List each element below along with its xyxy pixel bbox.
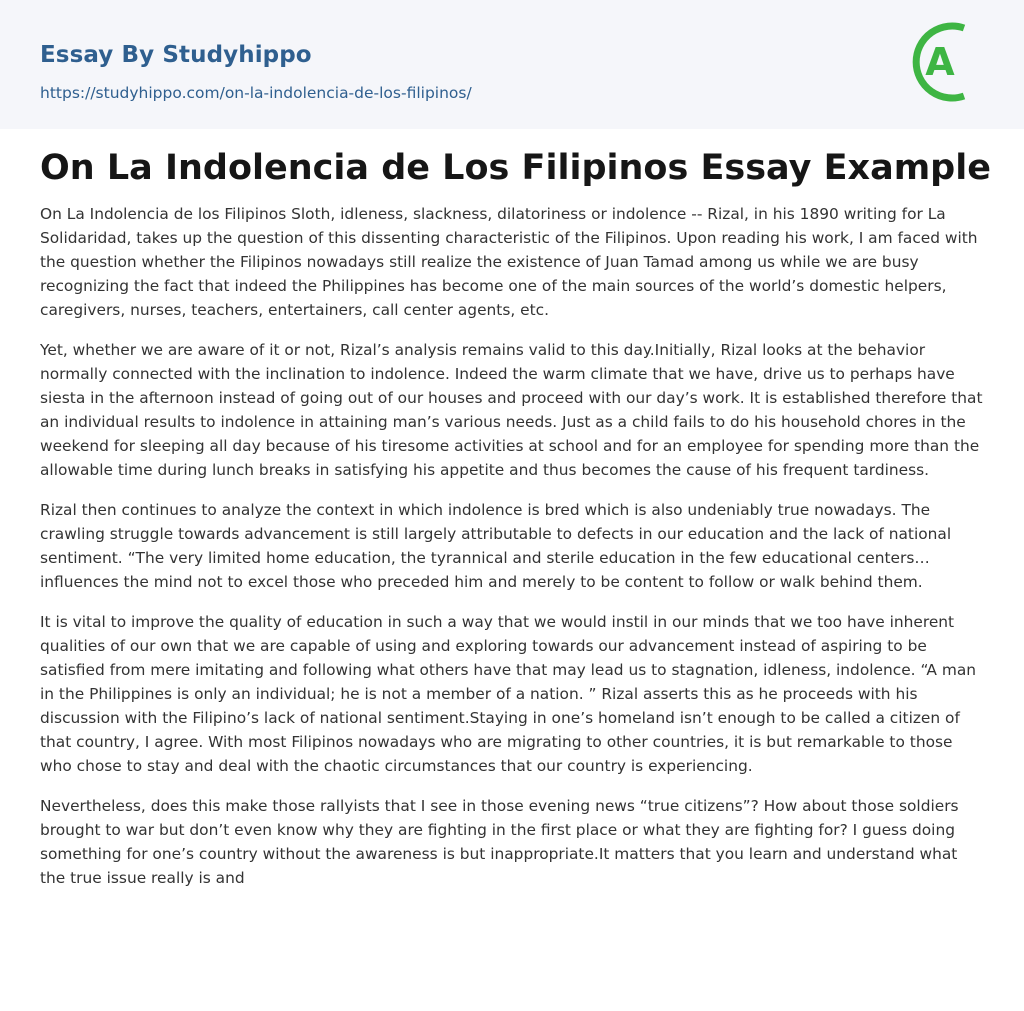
site-header <box>0 0 1024 129</box>
article <box>40 144 991 906</box>
article-paragraph-4: It is vital to improve the quality of education in such a way that we would instil in our minds that we too have inherent qualities of our own that we are capable of using and exploring towards our advancement instead of aspiring to be satisfied from mere imitating and following what others have that may lead us to stagnation, idleness, indolence. “A man in the Philippines is only an individual; he is not a member of a nation. ” Rizal asserts this as he proceeds with his discussion with the Filipino’s lack of national sentiment.Staying in one’s homeland isn’t enough to be called a citizen of that country, I agree. With most Filipinos nowadays who are migrating to other countries, it is but remarkable to those who chose to stay and deal with the chaotic circumstances that our country is experiencing. <box>40 613 977 775</box>
page-url[interactable]: https://studyhippo.com/on-la-indolencia-de-los-filipinos/ <box>40 84 472 102</box>
article-paragraph-5: Nevertheless, does this make those rallyists that I see in those evening news “true citizens”? How about those soldiers brought to war but don’t even know why they are fighting in the first place or what they are fighting for? I guess doing something for one’s country without the awareness is but inappropriate.It matters that you learn and understand what the true issue really is and <box>40 797 959 887</box>
site-brand[interactable]: Essay By Studyhippo <box>40 42 312 68</box>
article-paragraph-2: Yet, whether we are aware of it or not, Rizal’s analysis remains valid to this day.Initially, Rizal looks at the behavior normally connected with the inclination to indolence. Indeed the warm climate that we have, drive us to perhaps have siesta in the afternoon instead of going out of our houses and proceed with our day’s work. It is established therefore that an individual results to indolence in attaining man’s various needs. Just as a child fails to do his household chores in the weekend for sleeping all day because of his tiresome activities at school and for an employee for spending more than the allowable time during lunch breaks in satisfying his appetite and thus becomes the cause of his frequent tardiness. <box>40 341 983 479</box>
article-paragraph-1: On La Indolencia de los Filipinos Sloth, idleness, slackness, dilatoriness or indolence -- Rizal, in his 1890 writing for La Solidaridad, takes up the question of this dissenting characteristic of the Filipinos. Upon reading his work, I am faced with the question whether the Filipinos nowadays still realize the existence of Juan Tamad among us while we are busy recognizing the fact that indeed the Philippines has become one of the main sources of the world’s domestic helpers, caregivers, nurses, teachers, entertainers, call center agents, etc. <box>40 205 978 319</box>
article-paragraph-3: Rizal then continues to analyze the context in which indolence is bred which is also undeniably true nowadays. The crawling struggle towards advancement is still largely attributable to defects in our education and the lack of national sentiment. “The very limited home education, the tyrannical and sterile education in the few educational centers… influences the mind not to excel those who preceded him and merely to be content to follow or walk behind them. <box>40 501 952 591</box>
article-title: On La Indolencia de Los Filipinos Essay Example <box>40 148 991 188</box>
logo-letter: A <box>925 40 955 84</box>
studyhippo-logo-icon[interactable] <box>910 18 988 106</box>
